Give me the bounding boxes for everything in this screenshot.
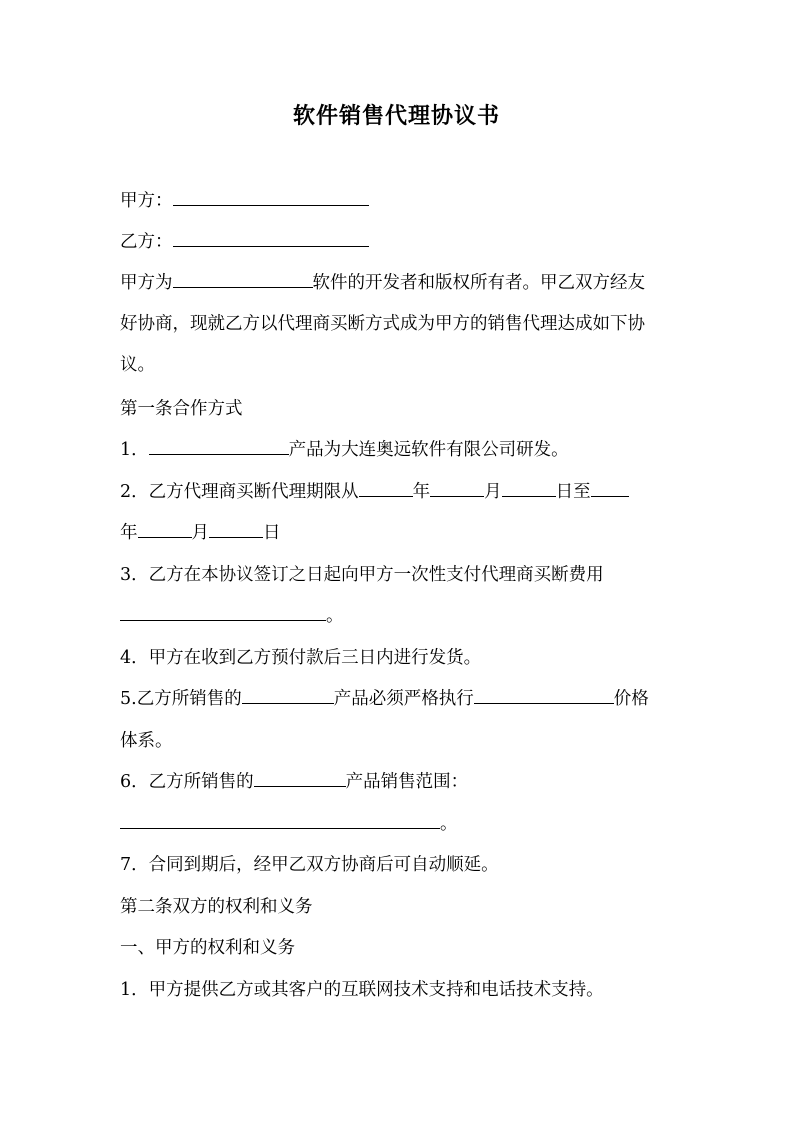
software-name-blank <box>173 270 313 288</box>
item-text: 5.乙方所销售的 <box>120 689 242 709</box>
party-b-label: 乙方： <box>120 232 173 252</box>
article1-item6 <box>120 769 680 795</box>
item-text: 6．乙方所销售的 <box>120 772 254 792</box>
end-year-blank <box>591 479 629 497</box>
intro-line-1 <box>120 270 680 296</box>
article1-item7: 7．合同到期后，经甲乙双方协商后可自动顺延。 <box>120 855 499 875</box>
item-text: 2．乙方代理商买断代理期限从 <box>120 482 359 502</box>
document-title: 软件销售代理协议书 <box>292 103 500 129</box>
period-mark: 。 <box>326 606 344 626</box>
product-blank <box>242 686 334 704</box>
item-text: 产品必须严格执行 <box>333 689 474 709</box>
end-year-blank-2 <box>138 520 192 538</box>
start-month-blank <box>430 479 484 497</box>
article1-item3-cont <box>120 603 680 629</box>
article1-item5 <box>120 686 680 712</box>
period-mark: 。 <box>440 814 458 834</box>
day-to-label: 日至 <box>555 482 591 502</box>
fee-blank <box>120 603 326 621</box>
party-b-line <box>120 229 680 255</box>
article1-item3: 3．乙方在本协议签订之日起向甲方一次性支付代理商买断费用 <box>120 565 604 585</box>
price-blank <box>474 686 614 704</box>
product-blank <box>254 769 346 787</box>
item-text: 价格 <box>613 689 649 709</box>
intro-text: 软件的开发者和版权所有者。甲乙双方经友 <box>312 273 645 293</box>
article1-item2 <box>120 479 680 505</box>
article1-heading: 第一条合作方式 <box>120 399 243 419</box>
month-label: 月 <box>484 482 502 502</box>
party-b-blank <box>173 229 369 247</box>
article1-item2-cont <box>120 520 680 546</box>
party-a-blank <box>173 188 369 206</box>
year-label: 年 <box>412 482 431 502</box>
product-name-blank <box>149 437 289 455</box>
article2-sub1: 一、甲方的权利和义务 <box>120 938 295 958</box>
party-a-line <box>120 188 680 214</box>
day-label: 日 <box>263 523 281 543</box>
article1-item1 <box>120 437 680 463</box>
party-a-label: 甲方： <box>120 191 173 211</box>
intro-line-2: 好协商，现就乙方以代理商买断方式成为甲方的销售代理达成如下协 <box>120 314 645 334</box>
intro-line-3: 议。 <box>120 355 155 375</box>
article2-item1: 1．甲方提供乙方或其客户的互联网技术支持和电话技术支持。 <box>120 980 604 1000</box>
item-number: 1． <box>120 440 149 460</box>
article1-item6-cont <box>120 811 680 837</box>
article1-item4: 4．甲方在收到乙方预付款后三日内进行发货。 <box>120 648 482 668</box>
month-label: 月 <box>191 523 209 543</box>
article1-item5-cont: 体系。 <box>120 731 173 751</box>
start-day-blank <box>502 479 556 497</box>
article2-heading: 第二条双方的权利和义务 <box>120 897 313 917</box>
item-text: 产品为大连奥远软件有限公司研发。 <box>288 440 569 460</box>
year-label: 年 <box>120 523 138 543</box>
end-month-blank <box>209 520 263 538</box>
item-text: 产品销售范围： <box>345 772 469 792</box>
intro-text: 甲方为 <box>120 273 173 293</box>
start-year-blank <box>359 479 413 497</box>
sales-range-blank <box>120 811 440 829</box>
